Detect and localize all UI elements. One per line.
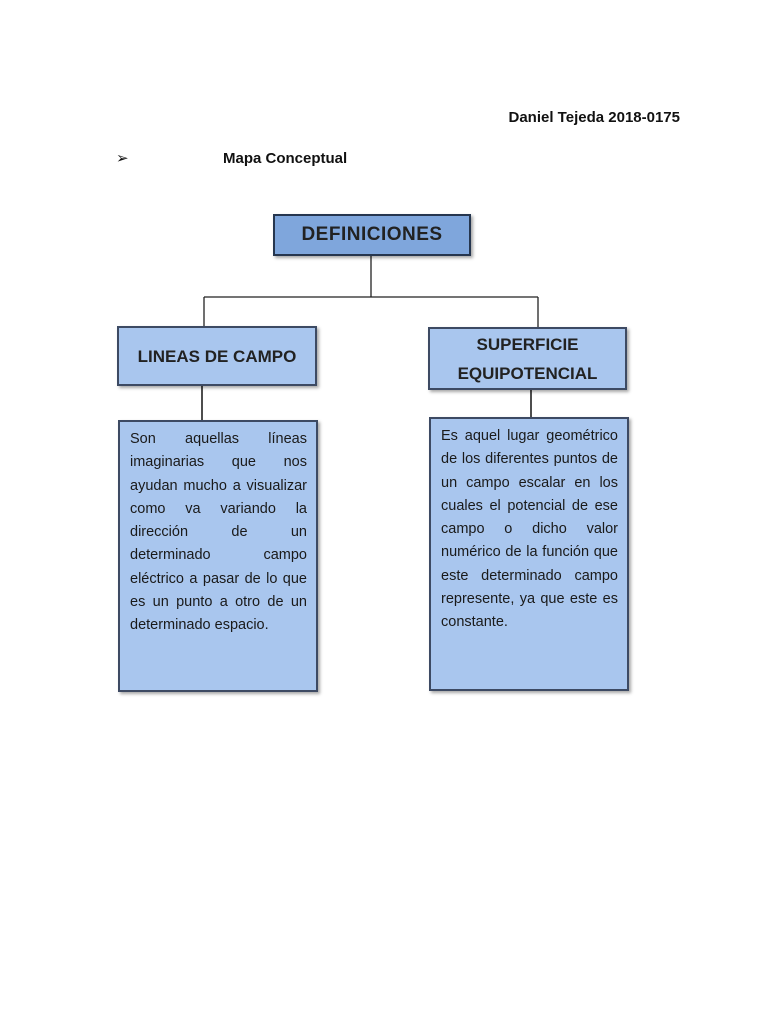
document-title: Mapa Conceptual [223,150,348,167]
description-superficie-equipotencial: Es aquel lugar geométrico de los diferentes puntos de un campo escalar en los cuales el potencial de ese campo o dicho valor numérico de la función que este determinado campo represente, ya que este es constante. [429,417,629,691]
branch-node-lineas-de-campo: LINEAS DE CAMPO [117,326,317,386]
description-lineas-de-campo: Son aquellas líneas imaginarias que nos ayudan mucho a visualizar como va variando la dirección de un determinado campo eléctrico a pasar de lo que es un punto a otro de un determinado espacio. [118,420,318,692]
arrow-bullet-icon: ➢ [116,150,129,167]
root-node-definiciones: DEFINICIONES [273,214,471,256]
branch-node-superficie-equipotencial: SUPERFICIE EQUIPOTENCIAL [428,327,627,390]
author-line: Daniel Tejeda 2018-0175 [508,109,680,126]
